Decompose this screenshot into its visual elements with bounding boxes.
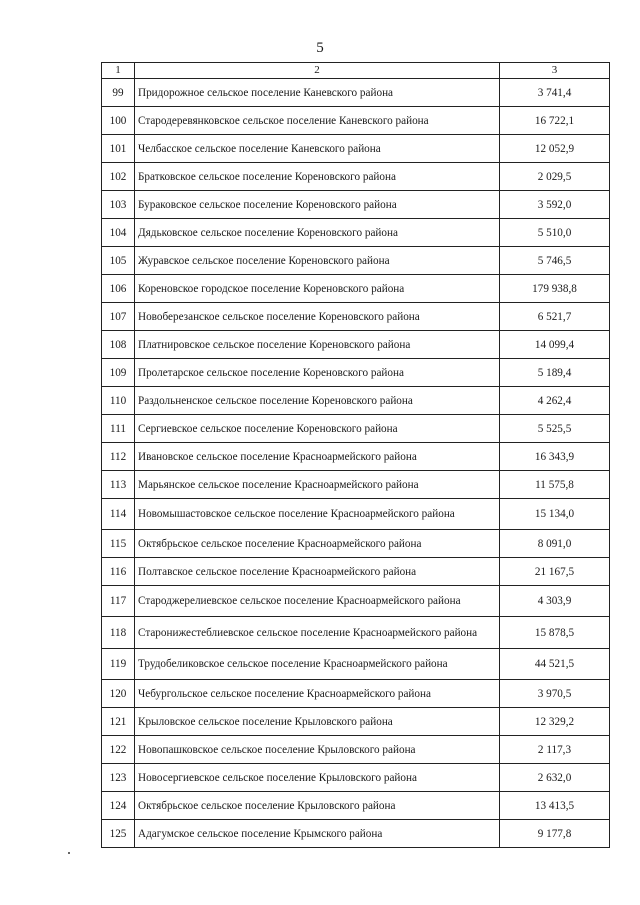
row-number: 122 [102, 736, 135, 764]
column-header-number: 1 [102, 63, 135, 79]
table-body [102, 79, 610, 848]
table-row [102, 331, 610, 359]
row-number: 112 [102, 443, 135, 471]
table-row [102, 359, 610, 387]
row-number: 118 [102, 617, 135, 649]
settlement-name: Дядьковское сельское поселение Кореновского района [135, 219, 500, 247]
row-number: 109 [102, 359, 135, 387]
row-number: 101 [102, 135, 135, 163]
table-row [102, 443, 610, 471]
table-row [102, 499, 610, 530]
amount-value: 21 167,5 [500, 558, 610, 586]
amount-value: 2 117,3 [500, 736, 610, 764]
table-row [102, 135, 610, 163]
table-row [102, 617, 610, 649]
amount-value: 8 091,0 [500, 530, 610, 558]
column-header-value: 3 [500, 63, 610, 79]
table-row [102, 303, 610, 331]
table-row [102, 79, 610, 107]
amount-value: 5 525,5 [500, 415, 610, 443]
amount-value: 4 262,4 [500, 387, 610, 415]
row-number: 99 [102, 79, 135, 107]
amount-value: 16 722,1 [500, 107, 610, 135]
table-row [102, 649, 610, 680]
amount-value: 2 632,0 [500, 764, 610, 792]
amount-value: 16 343,9 [500, 443, 610, 471]
settlement-name: Новомышастовское сельское поселение Красноармейского района [135, 499, 500, 530]
table-row [102, 247, 610, 275]
row-number: 117 [102, 586, 135, 617]
amount-value: 5 510,0 [500, 219, 610, 247]
settlement-name: Стародеревянковское сельское поселение Каневского района [135, 107, 500, 135]
table-row [102, 558, 610, 586]
amount-value: 3 592,0 [500, 191, 610, 219]
settlement-name: Ивановское сельское поселение Красноармейского района [135, 443, 500, 471]
settlement-name: Сергиевское сельское поселение Кореновского района [135, 415, 500, 443]
row-number: 104 [102, 219, 135, 247]
row-number: 114 [102, 499, 135, 530]
amount-value: 9 177,8 [500, 820, 610, 848]
row-number: 105 [102, 247, 135, 275]
settlement-name: Полтавское сельское поселение Красноармейского района [135, 558, 500, 586]
amount-value: 12 052,9 [500, 135, 610, 163]
table-row [102, 219, 610, 247]
row-number: 123 [102, 764, 135, 792]
data-table [101, 62, 610, 848]
table-row [102, 680, 610, 708]
settlement-name: Старонижестеблиевское сельское поселение Красноармейского района [135, 617, 500, 649]
settlement-name: Челбасское сельское поселение Каневского района [135, 135, 500, 163]
settlement-name: Староджерелиевское сельское поселение Красноармейского района [135, 586, 500, 617]
amount-value: 3 741,4 [500, 79, 610, 107]
row-number: 115 [102, 530, 135, 558]
amount-value: 3 970,5 [500, 680, 610, 708]
row-number: 106 [102, 275, 135, 303]
settlement-name: Раздольненское сельское поселение Кореновского района [135, 387, 500, 415]
row-number: 111 [102, 415, 135, 443]
table-row [102, 191, 610, 219]
settlement-name: Трудобеликовское сельское поселение Красноармейского района [135, 649, 500, 680]
settlement-name: Придорожное сельское поселение Каневского района [135, 79, 500, 107]
amount-value: 14 099,4 [500, 331, 610, 359]
row-number: 108 [102, 331, 135, 359]
amount-value: 6 521,7 [500, 303, 610, 331]
amount-value: 44 521,5 [500, 649, 610, 680]
page-number: 5 [316, 40, 324, 56]
row-number: 107 [102, 303, 135, 331]
amount-value: 5 189,4 [500, 359, 610, 387]
settlement-name: Платнировское сельское поселение Кореновского района [135, 331, 500, 359]
settlement-name: Новоберезанское сельское поселение Кореновского района [135, 303, 500, 331]
scan-mark [68, 852, 70, 854]
settlement-name: Октябрьское сельское поселение Красноармейского района [135, 530, 500, 558]
table-row [102, 764, 610, 792]
table-row [102, 471, 610, 499]
amount-value: 179 938,8 [500, 275, 610, 303]
settlement-name: Октябрьское сельское поселение Крыловского района [135, 792, 500, 820]
amount-value: 5 746,5 [500, 247, 610, 275]
settlement-name: Новопашковское сельское поселение Крыловского района [135, 736, 500, 764]
amount-value: 2 029,5 [500, 163, 610, 191]
row-number: 100 [102, 107, 135, 135]
table-row [102, 708, 610, 736]
settlement-name: Чебургольское сельское поселение Красноармейского района [135, 680, 500, 708]
row-number: 119 [102, 649, 135, 680]
table-row [102, 792, 610, 820]
row-number: 116 [102, 558, 135, 586]
settlement-name: Бураковское сельское поселение Кореновского района [135, 191, 500, 219]
settlement-name: Марьянское сельское поселение Красноармейского района [135, 471, 500, 499]
row-number: 113 [102, 471, 135, 499]
table-row [102, 820, 610, 848]
settlement-name: Новосергиевское сельское поселение Крыловского района [135, 764, 500, 792]
table-row [102, 107, 610, 135]
row-number: 110 [102, 387, 135, 415]
table-row [102, 530, 610, 558]
table-row [102, 415, 610, 443]
row-number: 125 [102, 820, 135, 848]
table-row [102, 275, 610, 303]
row-number: 103 [102, 191, 135, 219]
amount-value: 12 329,2 [500, 708, 610, 736]
table-row [102, 387, 610, 415]
row-number: 120 [102, 680, 135, 708]
table-row [102, 163, 610, 191]
table-row [102, 736, 610, 764]
row-number: 121 [102, 708, 135, 736]
settlement-name: Братковское сельское поселение Кореновского района [135, 163, 500, 191]
settlement-name: Крыловское сельское поселение Крыловского района [135, 708, 500, 736]
table-row [102, 586, 610, 617]
settlement-name: Журавское сельское поселение Кореновского района [135, 247, 500, 275]
amount-value: 4 303,9 [500, 586, 610, 617]
settlement-name: Адагумское сельское поселение Крымского района [135, 820, 500, 848]
settlement-name: Кореновское городское поселение Кореновского района [135, 275, 500, 303]
column-header-name: 2 [135, 63, 500, 79]
row-number: 124 [102, 792, 135, 820]
amount-value: 11 575,8 [500, 471, 610, 499]
amount-value: 15 878,5 [500, 617, 610, 649]
settlement-name: Пролетарское сельское поселение Кореновского района [135, 359, 500, 387]
row-number: 102 [102, 163, 135, 191]
amount-value: 13 413,5 [500, 792, 610, 820]
amount-value: 15 134,0 [500, 499, 610, 530]
table-header-row [102, 63, 610, 79]
